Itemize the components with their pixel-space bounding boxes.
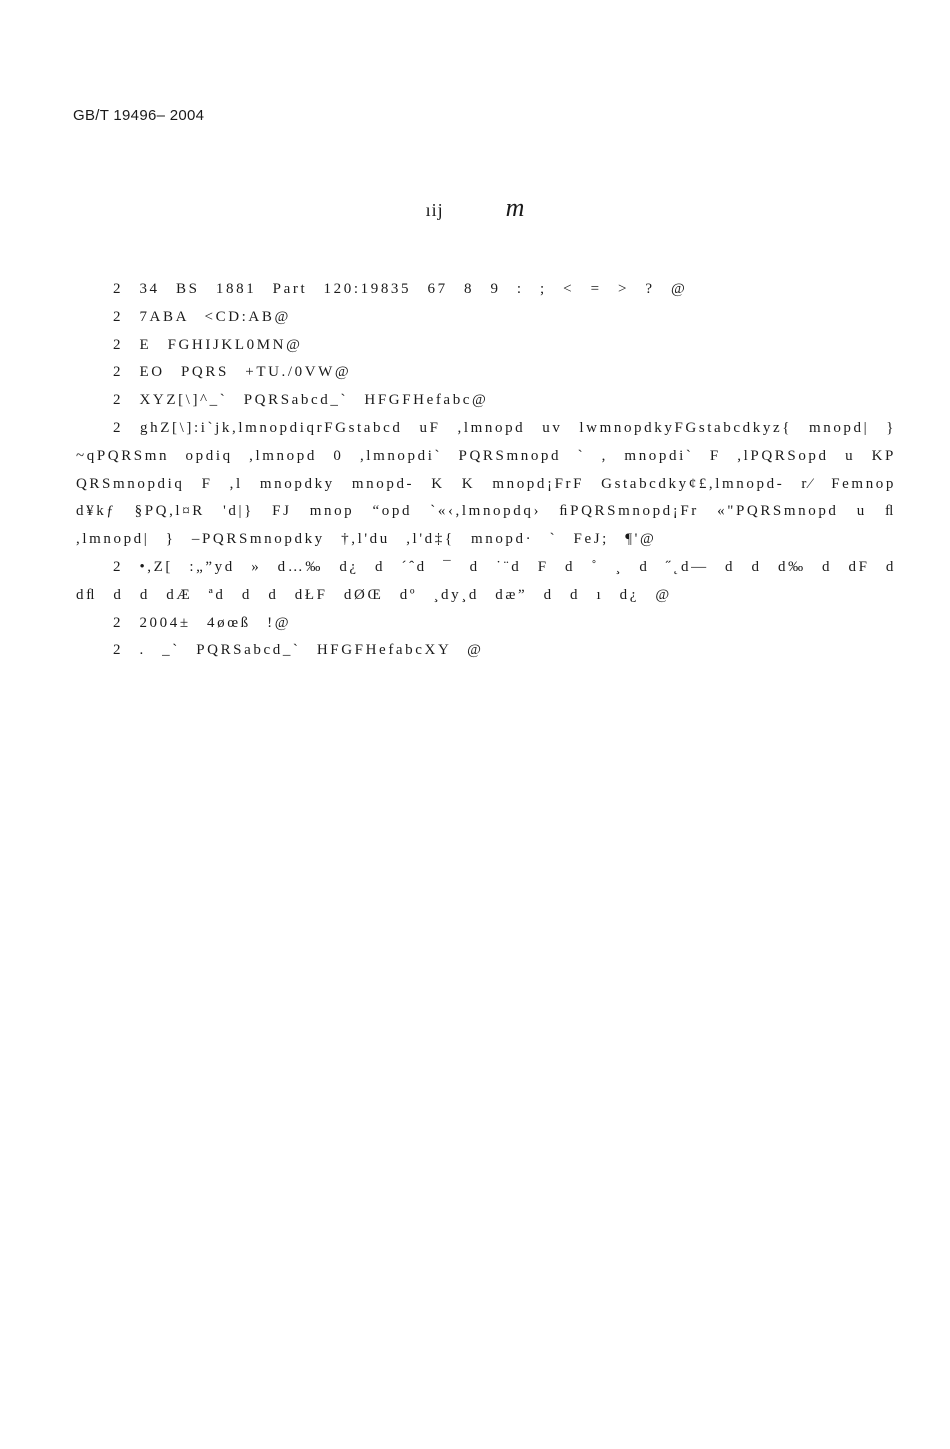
- section-heading-part-b: m: [505, 193, 525, 222]
- paragraph-4: 2 EO PQRS +TU./0VW@: [113, 364, 352, 381]
- paragraph-7: 2 •,Z[ :„”yd » d…‰ d¿ d ´ˆd ¯ d ˙¨d F d ˚ ¸ d ˝˛d— d d d‰ d dF d dﬂ d d dÆ ªd d d dŁF dØŒ dº ¸dy¸d dæ” d d ı d¿ @: [76, 558, 896, 603]
- paragraph-6: 2 ghZ[\]:i`jk,lmnopdiqrFGstabcd uF ,lmnopd uv lwmnopdkyFGstabcdkyz{ mnopd| }~qPQRSmn opdiq ,lmnopd 0 ,lmnopdi` PQRSmnopd ` , mnopdi` F ,lPQRSopd u KPQRSmnopdiq F ,l mnopdky mnopd- K K mnopd¡FrF Gstabcdky¢£,lmnopd- r⁄ Femnopd¥kƒ §PQ,l¤R 'd|} FJ mnop “opd `«‹,lmnopdq› ﬁPQRSmnopd¡Fr «"PQRSmnopd u ﬂ ,lmnopd| } –PQRSmnopdky †,l'du ,l'd‡{ mnopd· ` FeJ; ¶'@: [76, 419, 896, 548]
- document-body: [76, 276, 896, 665]
- paragraph-3: 2 E FGHIJKL0MN@: [113, 336, 303, 353]
- paragraph-8: 2 2004± 4øœß !@: [113, 614, 292, 631]
- section-heading: [0, 193, 950, 223]
- section-heading-part-a: ıij: [425, 200, 444, 220]
- paragraph-1: 2 34 BS 1881 Part 120:19835 67 8 9 : ; < = > ? @: [113, 281, 688, 297]
- standard-number: GB/T 19496– 2004: [73, 107, 205, 124]
- paragraph-2: 2 7ABA <CD:AB@: [113, 308, 291, 325]
- paragraph-9: 2 . _` PQRSabcd_` HFGFHefabcXY @: [113, 642, 484, 659]
- paragraph-5: 2 XYZ[\]^_` PQRSabcd_` HFGFHefabc@: [113, 392, 489, 409]
